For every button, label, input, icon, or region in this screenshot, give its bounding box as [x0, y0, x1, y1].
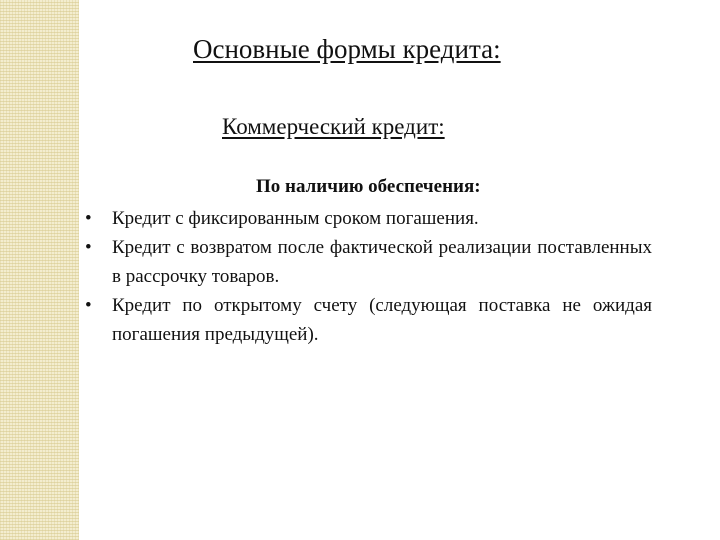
bullet-icon: • — [85, 295, 92, 316]
bullet-icon: • — [85, 237, 92, 258]
bullet-icon: • — [85, 208, 92, 229]
list-item-text: Кредит по открытому счету (следующая поставка не ожидая погашения предыдущей). — [112, 295, 652, 345]
list-item — [85, 291, 652, 349]
list-item — [85, 204, 652, 233]
slide-title: Основные формы кредита: — [193, 34, 501, 64]
section-heading: По наличию обеспечения: — [256, 176, 481, 197]
decorative-side-strip — [0, 0, 79, 540]
list-item — [85, 233, 652, 291]
list-item-text: Кредит с возвратом после фактической реализации поставленных в рассрочку товаров. — [112, 237, 652, 287]
bullet-list — [85, 204, 652, 349]
list-item-text: Кредит с фиксированным сроком погашения. — [112, 208, 479, 229]
slide-subtitle: Коммерческий кредит: — [222, 114, 445, 139]
